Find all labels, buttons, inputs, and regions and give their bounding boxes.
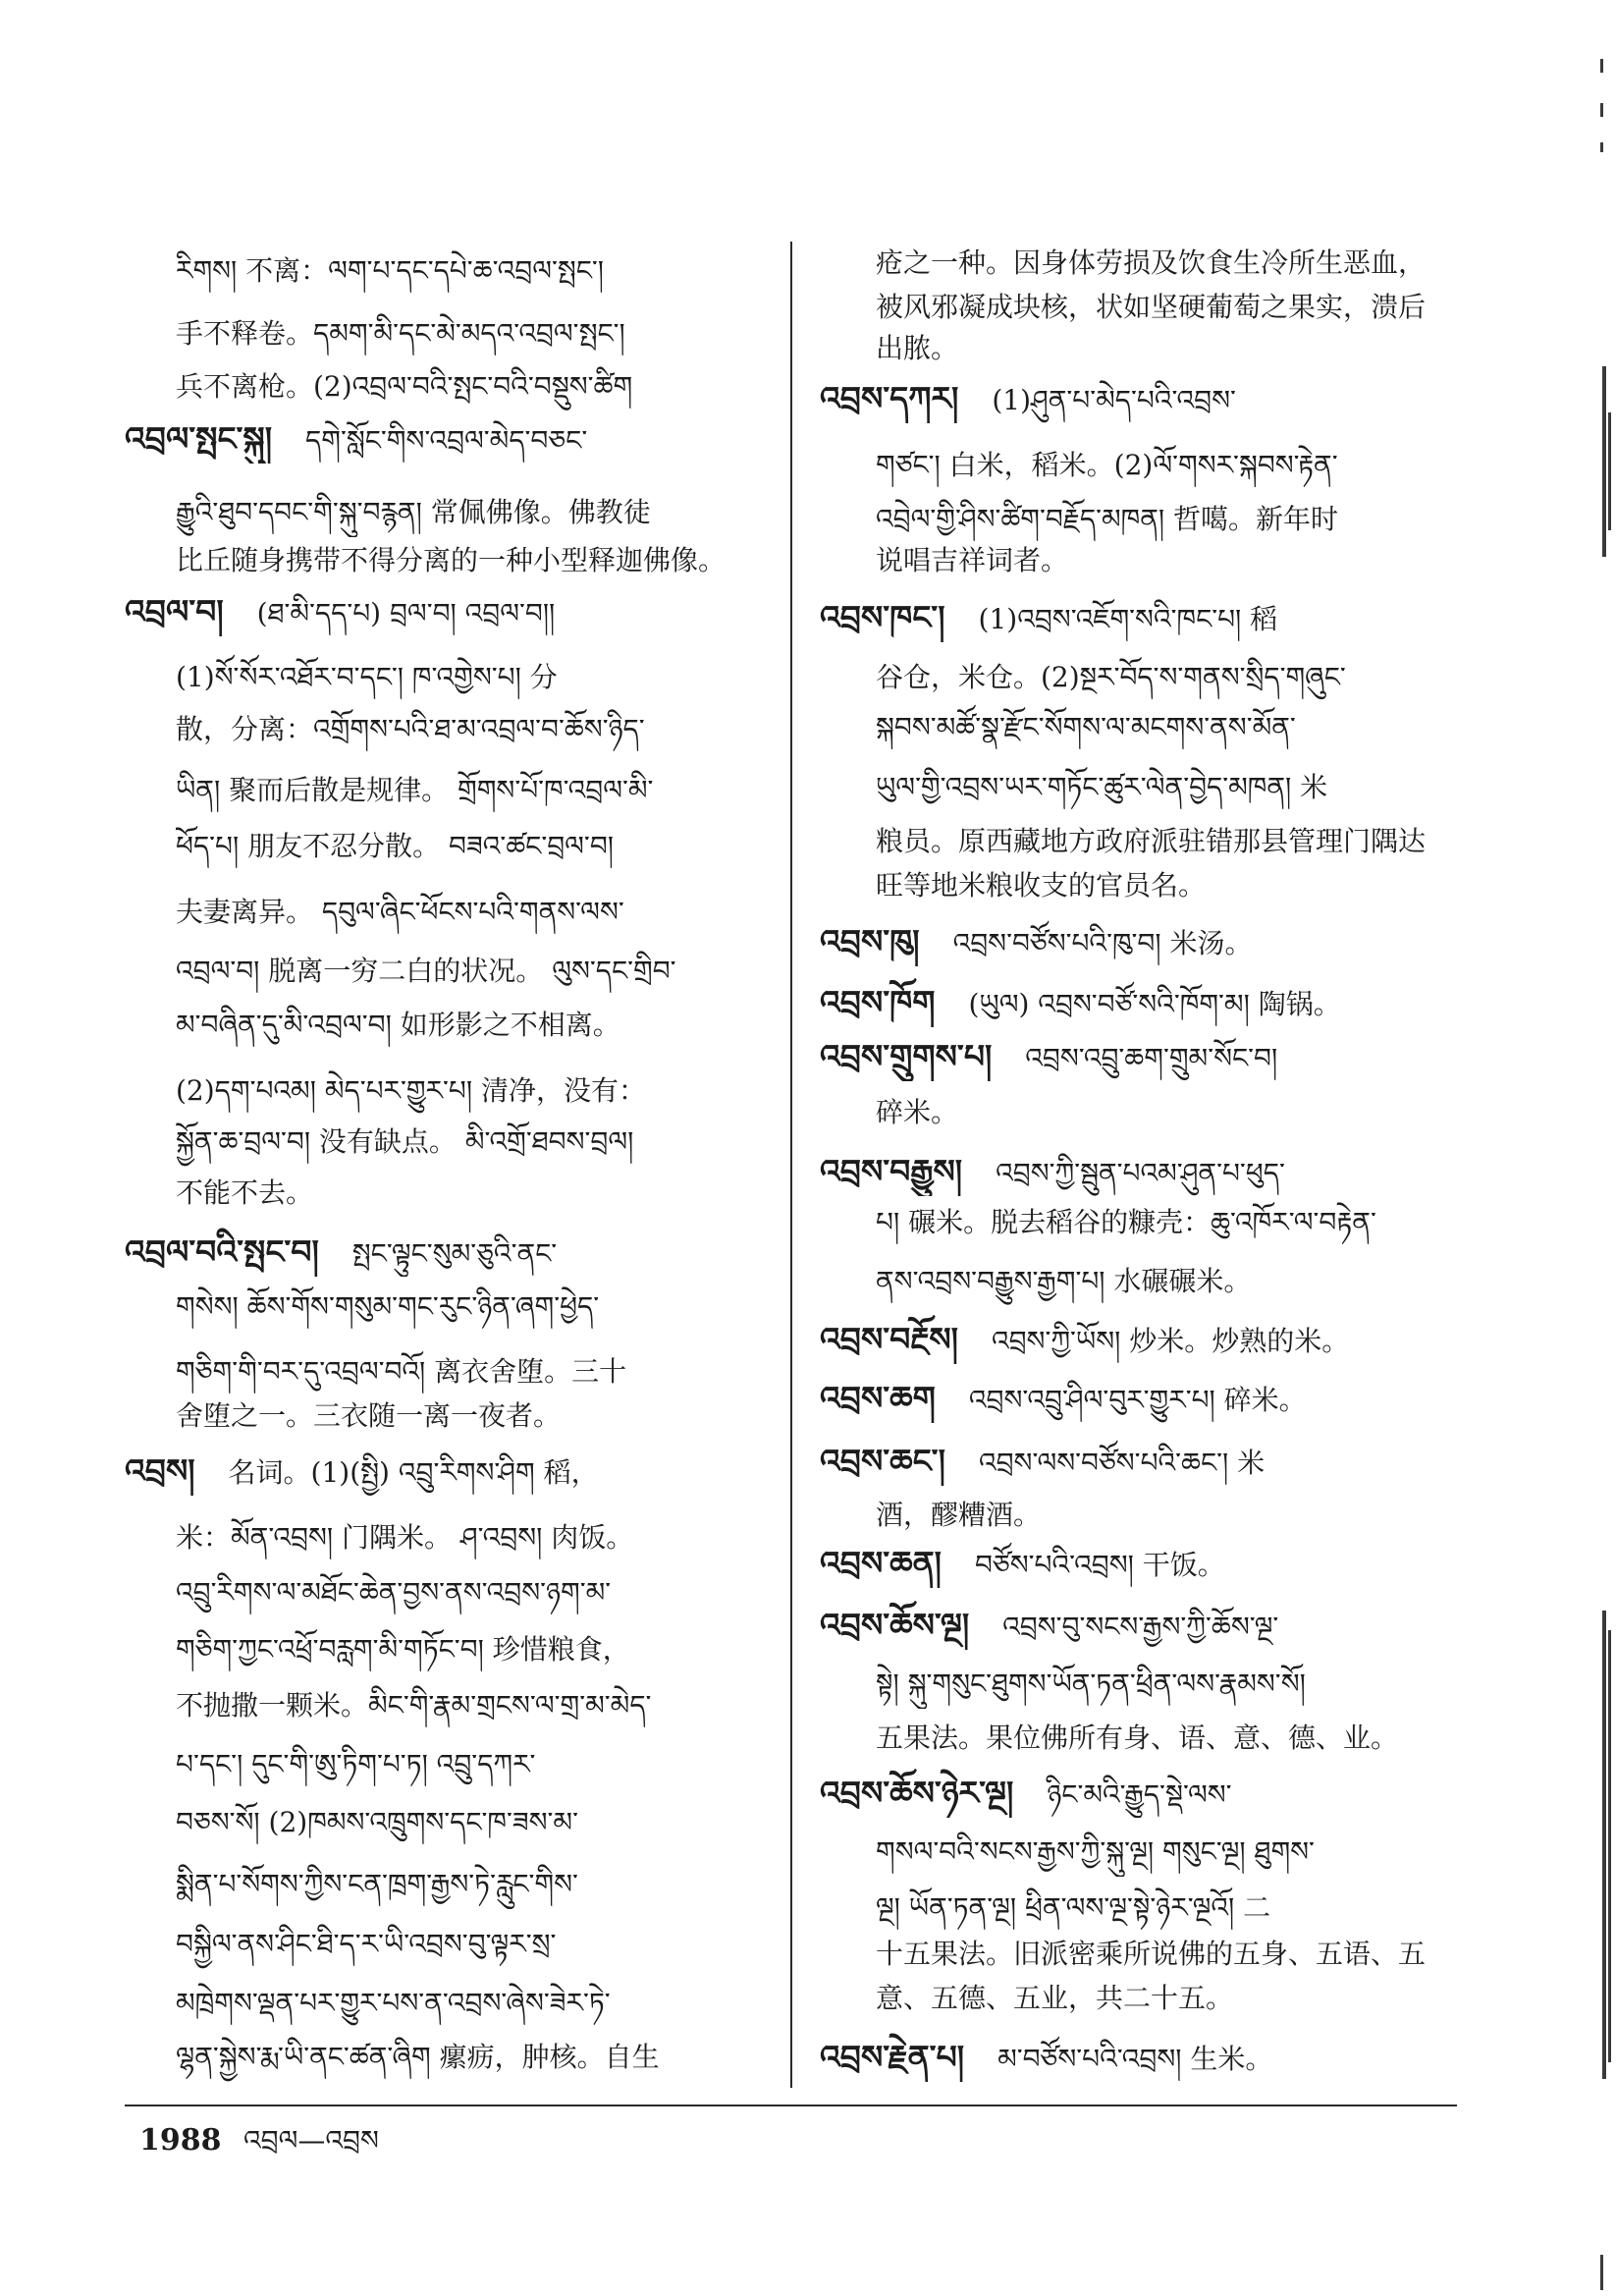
- definition-text: མཁྲེགས་ལྡན་པར་གྱུར་པས་ན་འབྲས་ཞེས་ཟེར་ཏེ་: [176, 1987, 611, 2019]
- definition-text: འབྲལ་བ། 脱离一穷二白的状况。 ལུས་དང་གྲིབ་: [176, 955, 676, 987]
- scan-margin-mark: [1602, 366, 1606, 557]
- entry-line: [876, 1491, 1464, 1540]
- headword: འབྲས་ཁོག: [820, 983, 936, 1021]
- definition-text: འབྲས་ཀྱི་སྦུན་པའམ་ཤུན་པ་ཕུད་: [996, 1157, 1285, 1189]
- entry-line: [876, 1714, 1464, 1763]
- entry-line: [876, 441, 1464, 490]
- definition-text: (1)འབྲས་འཇོག་སའི་ཁང་པ། 稻: [978, 603, 1278, 635]
- definition-text: འབྲས་ལས་བཙོས་པའི་ཆང་། 米: [978, 1447, 1266, 1479]
- headword: འབྲས་ཁང་།: [820, 598, 945, 636]
- entry-line: [820, 1315, 1464, 1364]
- definition-text: 谷仓，米仓。(2)སྔར་བོད་ས་གནས་སྲིད་གཞུང་: [876, 661, 1346, 693]
- definition-text: འབྲས་འབྲུ་ཆག་གྲུམ་སོང་བ།: [1025, 1042, 1278, 1074]
- definition-text: 说唱吉祥词者。: [876, 544, 1069, 576]
- headword: འབྲས་ཆག: [820, 1379, 936, 1417]
- entry-line: [176, 1283, 762, 1332]
- definition-text: འབྲེལ་གྱི་ཤིས་ཚིག་བརྗོད་མཁན། 哲噶。新年时: [876, 503, 1339, 535]
- entry-line: [876, 239, 1464, 288]
- entry-line: [176, 246, 762, 296]
- entry-line: [125, 587, 762, 636]
- definition-text: (1)སོ་སོར་འཐོར་བ་དང་། ཁ་འགྱེས་པ། 分: [176, 661, 558, 693]
- headword: འབྲས་ཁུ།: [820, 922, 920, 960]
- entry-line: [176, 1392, 762, 1441]
- headword: འབྲས་ཆན།: [820, 1544, 942, 1582]
- headword: འབྲས་བརྒྱུས།: [820, 1152, 963, 1190]
- headword: འབྲལ་བའི་སྤང་བ།: [125, 1232, 319, 1271]
- definition-text: 夫妻离异。 དབུལ་ཞིང་ཕོངས་པའི་གནས་ལས་: [176, 896, 624, 928]
- entry-line: [820, 1769, 1464, 1818]
- headword: འབྲས་བརྔོས།: [820, 1320, 958, 1358]
- definition-text: གཅིག་གི་བར་དུ་འབྲལ་བའོ། 离衣舍堕。三十: [176, 1355, 627, 1388]
- entry-line: [176, 1979, 762, 2028]
- definition-text: གསལ་བའི་སངས་རྒྱས་ཀྱི་སྐུ་ལྔ། གསུང་ལྔ། ཐུགས་: [876, 1835, 1315, 1868]
- scan-margin-mark: [1600, 2255, 1603, 2290]
- definition-text: 被风邪凝成块核，状如坚硬葡萄之果实，溃后: [876, 291, 1427, 323]
- entry-line: [176, 1860, 762, 1909]
- entry-line: [820, 1374, 1464, 1423]
- definition-text: 五果法。果位佛所有身、语、意、德、业。: [876, 1722, 1399, 1754]
- entry-line: [176, 1118, 762, 1167]
- entry-line: [125, 1447, 762, 1496]
- definition-text: སྤང་ལྟུང་སུམ་ཅུའི་ནང་: [351, 1237, 558, 1270]
- entry-line: [176, 1169, 762, 1218]
- entry-line: [125, 1228, 762, 1277]
- definition-text: ཡིན། 聚而后散是规律。 གྲོགས་པོ་ཁ་འབྲལ་མི་: [176, 774, 654, 806]
- entry-line: [876, 1660, 1464, 1709]
- definition-text: དགེ་སློང་གིས་འབྲལ་མེད་བཅང་: [305, 424, 588, 457]
- entry-line: [820, 917, 1464, 966]
- entry-line: [820, 593, 1464, 642]
- definition-text: གཙང་། 白米，稻米。(2)ལོ་གསར་སྐབས་རྟེན་: [876, 449, 1338, 481]
- entry-line: [176, 1347, 762, 1396]
- definition-text: 手不释卷。དམག་མི་དང་མེ་མདའ་འབྲལ་སྤང་།: [176, 317, 625, 350]
- definition-text: ལྷན་སྐྱེས་རྨ་ཡི་ནང་ཚན་ཞིག 瘰疬，肿核。自生: [176, 2041, 660, 2073]
- entry-line: [176, 822, 762, 871]
- definition-text: གསེས། ཆོས་གོས་གསུམ་གང་རུང་ཉིན་ཞག་ཕྱེད་: [176, 1290, 600, 1323]
- headword: འབྲས་གྲུགས་པ།: [820, 1037, 993, 1075]
- entry-line: [876, 861, 1464, 910]
- entry-line: [176, 309, 762, 358]
- definition-text: 不能不去。: [176, 1176, 314, 1209]
- entry-line: [176, 1920, 762, 1969]
- entry-line: [820, 978, 1464, 1027]
- definition-text: ཕོད་པ། 朋友不忍分散。 བཟའ་ཚང་བྲལ་བ།: [176, 830, 614, 862]
- column-divider: [790, 242, 792, 2088]
- definition-text: བསྐྱིལ་ནས་ཤིང་ཐི་ད་ར་ཡི་འབྲས་བུ་ལྟར་སྲ་: [176, 1928, 557, 1960]
- definition-text: 碎米。: [876, 1096, 959, 1128]
- entry-line: [125, 414, 762, 464]
- definition-text: 意、五德、五业，共二十五。: [876, 1982, 1234, 2014]
- definition-text: (ཐ་མི་དད་པ) བྲལ་བ། འབྲལ་བ།།: [256, 597, 556, 629]
- entry-line: [176, 1798, 762, 1847]
- entry-line: [820, 1601, 1464, 1650]
- entry-line: [876, 1198, 1464, 1247]
- entry-line: [176, 488, 762, 537]
- entry-line: [176, 1568, 762, 1617]
- definition-text: མ་བཞིན་དུ་མི་འབྲལ་བ། 如形影之不相离。: [176, 1009, 620, 1041]
- definition-text: སྐབས་མཚོ་སྣ་རྫོང་སོགས་ལ་མངགས་ནས་མོན་: [876, 711, 1296, 743]
- entry-line: [820, 2033, 1464, 2082]
- scan-margin-mark: [1608, 412, 1611, 530]
- definition-text: རྒྱུའི་ཐུབ་དབང་གི་སྐུ་བརྙན། 常佩佛像。佛教徒: [176, 496, 651, 528]
- entry-line: [820, 374, 1464, 423]
- definition-text: 出脓。: [876, 332, 959, 364]
- definition-text: བཙོས་པའི་འབྲས། 干饭。: [974, 1549, 1225, 1581]
- definition-text: 不抛撒一颗米。མིང་གི་རྣམ་གྲངས་ལ་གྲ་མ་མེད་: [176, 1689, 652, 1722]
- definition-text: ནས་འབྲས་བརྒྱུས་རྒྱག་པ། 水碾碾米。: [876, 1265, 1252, 1297]
- headword: འབྲས་རྗེན་པ།: [820, 2038, 965, 2076]
- definition-text: 散，分离：འགྲོགས་པའི་ཐ་མ་འབྲལ་བ་ཆོས་ཉིད་: [176, 713, 645, 745]
- entry-line: [876, 1257, 1464, 1306]
- definition-text: 比丘随身携带不得分离的一种小型释迦佛像。: [176, 544, 727, 576]
- definition-text: (1)ཤུན་པ་མེད་པའི་འབྲས་: [992, 384, 1236, 416]
- entry-line: [176, 2033, 762, 2082]
- definition-text: རིགས། 不离：ལག་པ་དང་དཔེ་ཆ་འབྲལ་སྤང་།: [176, 254, 605, 287]
- definition-text: (2)དག་པའམ། མེད་པར་གྱུར་པ། 清净，没有：: [176, 1074, 646, 1107]
- entry-line: [876, 763, 1464, 812]
- entry-line: [876, 1828, 1464, 1877]
- scan-margin-mark: [1602, 1611, 1606, 2079]
- page-number: 1988: [139, 2123, 222, 2158]
- entry-line: [876, 1930, 1464, 1979]
- definition-text: བཅས་སོ། (2)ཁམས་འཁྲུགས་དང་ཁ་ཟས་མ་: [176, 1806, 578, 1838]
- definition-text: 兵不离枪。(2)འབྲལ་བའི་སྤང་བའི་བསྡུས་ཚིག: [176, 370, 633, 403]
- headword: འབྲས་ཆོས་ཉེར་ལྔ།: [820, 1774, 1014, 1812]
- entry-line: [876, 1884, 1464, 1933]
- definition-text: འབྲས་འབྲུ་ཤིལ་བུར་གྱུར་པ། 碎米。: [968, 1384, 1307, 1416]
- entry-line: [176, 1066, 762, 1116]
- entry-line: [820, 1539, 1464, 1588]
- entry-line: [876, 324, 1464, 373]
- definition-text: 旺等地米粮收支的官员名。: [876, 869, 1207, 902]
- entry-line: [176, 1740, 762, 1789]
- definition-text: སྨིན་པ་སོགས་ཀྱིས་ངན་ཁྲག་རྒྱས་ཏེ་རླུང་གིས་: [176, 1868, 578, 1900]
- definition-text: 米：མོན་འབྲས། 门隅米。 ཤ་འབྲས། 肉饭。: [176, 1521, 634, 1554]
- entry-line: [176, 536, 762, 585]
- definition-text: འབྲས་བུ་སངས་རྒྱས་ཀྱི་ཆོས་ལྔ་: [1002, 1611, 1279, 1643]
- footer-rule: [125, 2105, 1457, 2106]
- definition-text: པ་དང་། དུང་གི་ཨུ་ཏིག་པ་ཏ། འབྲུ་དཀར་: [176, 1748, 536, 1780]
- guide-words: འབྲལ—འབྲས: [243, 2124, 379, 2157]
- entry-line: [176, 947, 762, 996]
- entry-line: [876, 1088, 1464, 1137]
- headword: འབྲས་ཆོས་ལྔ།: [820, 1606, 970, 1644]
- definition-text: 舍堕之一。三衣随一离一夜者。: [176, 1399, 562, 1432]
- entry-line: [176, 362, 762, 411]
- entry-line: [876, 703, 1464, 752]
- definition-text: མ་བཙོས་པའི་འབྲས། 生米。: [997, 2043, 1273, 2075]
- scan-margin-mark: [1600, 142, 1603, 152]
- entry-line: [876, 1974, 1464, 2023]
- entry-line: [176, 1001, 762, 1050]
- entry-line: [176, 653, 762, 702]
- entry-line: [820, 1437, 1464, 1486]
- definition-text: སྟེ། སྐུ་གསུང་ཐུགས་ཡོན་ཏན་ཕྲིན་ལས་རྣམས་སོ།: [876, 1667, 1306, 1700]
- scan-margin-mark: [1600, 103, 1603, 117]
- headword: འབྲས།: [125, 1451, 195, 1490]
- definition-text: སྐྱོན་ཆ་བྲལ་བ། 没有缺点。 མི་འགྲོ་ཐབས་བྲལ།: [176, 1125, 634, 1158]
- definition-text: 名词。(1)(སྤྱི) འབྲུ་རིགས་ཤིག 稻，: [228, 1456, 599, 1489]
- definition-text: འབྲས་བཙོས་པའི་ཁུ་བ། 米汤。: [952, 927, 1253, 959]
- definition-text: 十五果法。旧派密乘所说佛的五身、五语、五: [876, 1938, 1427, 1970]
- definition-text: (ཡུལ) འབྲས་བཙོ་སའི་ཁོག་མ། 陶锅。: [968, 988, 1341, 1020]
- entry-line: [176, 1513, 762, 1562]
- definition-text: ཉིང་མའི་རྒྱུད་སྡེ་ལས་: [1047, 1778, 1232, 1811]
- definition-text: ཡུལ་གྱི་འབྲས་ཡར་གཏོང་ཚུར་ལེན་བྱེད་མཁན། 米: [876, 771, 1328, 803]
- definition-text: འབྲུ་རིགས་ལ་མཐོང་ཆེན་བྱས་ནས་འབྲས་ཉག་མ་: [176, 1576, 612, 1609]
- entry-line: [820, 1032, 1464, 1081]
- entry-line: [176, 888, 762, 937]
- entry-line: [876, 536, 1464, 585]
- definition-text: 粮员。原西藏地方政府派驻错那县管理门隅达: [876, 825, 1427, 857]
- definition-text: གཅིག་ཀྱང་འཕྲོ་བརླག་མི་གཏོང་བ། 珍惜粮食，: [176, 1633, 630, 1666]
- scan-margin-mark: [1608, 1630, 1611, 2062]
- definition-text: འབྲས་ཀྱི་ཡོས། 炒米。炒熟的米。: [991, 1325, 1350, 1357]
- headword: འབྲལ་བ།: [125, 592, 224, 630]
- entry-line: [876, 817, 1464, 866]
- definition-text: 疮之一种。因身体劳损及饮食生冷所生恶血，: [876, 246, 1427, 279]
- definition-text: པ། 碾米。脱去稻谷的糠壳：ཆུ་འཁོར་ལ་བརྟེན་: [876, 1206, 1376, 1238]
- scan-margin-mark: [1600, 59, 1603, 73]
- entry-line: [876, 653, 1464, 702]
- headword: འབྲས་དཀར།: [820, 379, 959, 417]
- headword: འབྲས་ཆང་།: [820, 1442, 945, 1480]
- entry-line: [820, 1147, 1464, 1196]
- entry-line: [176, 766, 762, 815]
- definition-text: 酒，醪糟酒。: [876, 1499, 1042, 1531]
- definition-text: ལྔ། ཡོན་ཏན་ལྔ། ཕྲིན་ལས་ལྔ་སྟེ་ཉེར་ལྔའོ། 二: [876, 1891, 1271, 1924]
- entry-line: [176, 1681, 762, 1730]
- entry-line: [176, 705, 762, 754]
- entry-line: [176, 1625, 762, 1674]
- headword: འབྲལ་སྤང་སྐུ།: [125, 419, 273, 458]
